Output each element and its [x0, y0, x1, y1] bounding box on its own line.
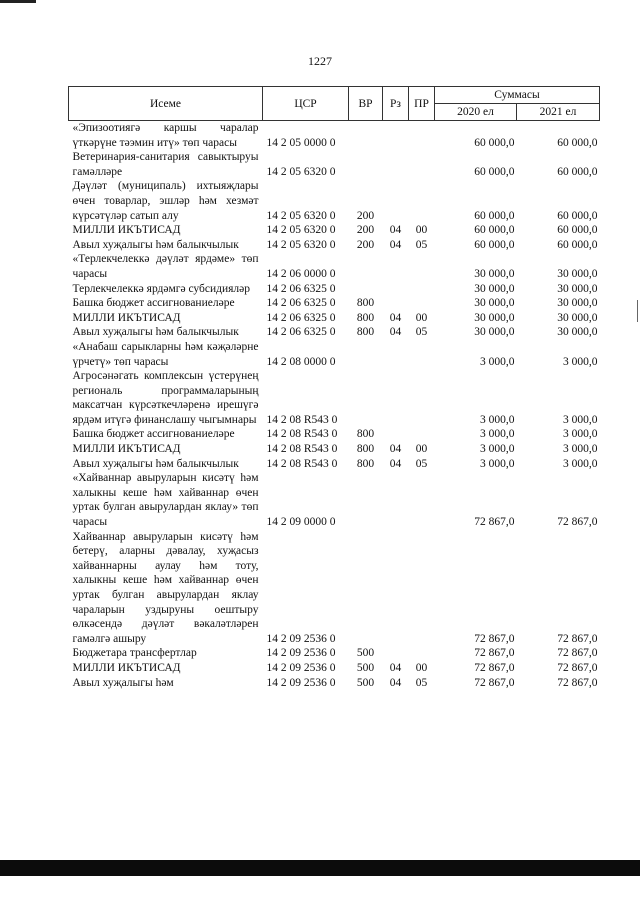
row-sum-2021: 3 000,0	[563, 443, 598, 456]
table-row	[69, 179, 600, 223]
table-row	[69, 369, 600, 427]
row-name: Ветеринария-санитария савыктыруы гамәлләре	[72, 151, 259, 178]
row-rz: 04	[389, 238, 402, 251]
row-pr	[409, 340, 435, 369]
row-vr: 800	[356, 326, 375, 339]
row-pr	[409, 282, 435, 297]
row-vr: 500	[356, 676, 375, 689]
scan-corner-mark	[0, 0, 36, 3]
row-sum-2020: 60 000,0	[474, 165, 515, 178]
row-sum-2020: 30 000,0	[474, 267, 515, 280]
row-rz	[383, 369, 409, 427]
row-sum-2021: 60 000,0	[557, 224, 598, 237]
table-row	[69, 530, 600, 647]
row-sum-2020: 60 000,0	[474, 238, 515, 251]
row-csr: 14 2 08 R543 0	[266, 413, 338, 426]
table-row	[69, 238, 600, 253]
row-csr: 14 2 06 6325 0	[266, 311, 336, 324]
row-csr: 14 2 09 2536 0	[266, 676, 336, 689]
row-vr	[349, 282, 383, 297]
row-sum-2020: 3 000,0	[480, 413, 515, 426]
row-name: МИЛЛИ ИКЪТИСАД	[72, 311, 181, 324]
row-rz	[383, 340, 409, 369]
row-csr: 14 2 05 6320 0	[266, 238, 336, 251]
row-pr	[409, 121, 435, 151]
page-number: 1227	[308, 54, 332, 68]
row-vr: 800	[356, 428, 375, 441]
table-row	[69, 427, 600, 442]
row-sum-2021: 72 867,0	[557, 661, 598, 674]
row-sum-2020: 72 867,0	[474, 647, 515, 660]
header-rz: Рз	[383, 87, 409, 121]
row-sum-2020: 60 000,0	[474, 209, 515, 222]
row-pr: 00	[415, 661, 428, 674]
table-row	[69, 296, 600, 311]
row-vr	[349, 121, 383, 151]
row-vr: 500	[356, 661, 375, 674]
table-row	[69, 442, 600, 457]
row-csr: 14 2 05 6320 0	[266, 165, 336, 178]
row-rz: 04	[389, 457, 402, 470]
header-year-2021: 2021 ел	[517, 104, 600, 121]
table-row	[69, 646, 600, 661]
row-sum-2020: 30 000,0	[474, 326, 515, 339]
row-name: Хайваннар авыруларын кисәтү һәм бетерү, аларны дәвалау, хуҗасыз хайваннарны аулау һәм тоту, халыкны кеше һәм хайваннар өчен уртак булган авырулардан яклау чараларын уздыруны оештыру өлкәсендә дәүләт вәкаләтләрен гамәлгә ашыру	[72, 530, 259, 645]
table-row	[69, 661, 600, 676]
row-vr: 500	[356, 647, 375, 660]
header-sums: Суммасы	[435, 87, 600, 104]
row-sum-2021: 30 000,0	[557, 326, 598, 339]
row-vr: 800	[356, 311, 375, 324]
row-vr	[349, 150, 383, 179]
row-sum-2020: 30 000,0	[474, 311, 515, 324]
row-sum-2020: 3 000,0	[480, 443, 515, 456]
row-rz: 04	[389, 661, 402, 674]
row-vr: 800	[356, 443, 375, 456]
row-sum-2021: 3 000,0	[563, 457, 598, 470]
row-sum-2021: 30 000,0	[557, 297, 598, 310]
row-sum-2020: 60 000,0	[474, 224, 515, 237]
row-pr	[409, 369, 435, 427]
row-name: Агросәнәгать комплексын үстерүнең региональ программаларының максатчан күрсәткечләренә ирешүгә ярдәм итүгә финанслашу чыгымнары	[72, 370, 259, 426]
row-csr: 14 2 08 R543 0	[266, 428, 338, 441]
row-vr	[349, 252, 383, 281]
row-sum-2021: 72 867,0	[557, 647, 598, 660]
row-pr	[409, 150, 435, 179]
row-sum-2020: 72 867,0	[474, 661, 515, 674]
table-row	[69, 471, 600, 529]
row-name: Башка бюджет ассигнованиеләре	[72, 297, 235, 310]
row-sum-2021: 3 000,0	[563, 428, 598, 441]
row-rz	[383, 427, 409, 442]
table-row	[69, 150, 600, 179]
row-pr: 05	[415, 326, 428, 339]
table-row	[69, 223, 600, 238]
row-pr: 00	[415, 443, 428, 456]
scan-bottom-bar	[0, 860, 640, 876]
row-pr	[409, 296, 435, 311]
row-pr	[409, 427, 435, 442]
row-vr: 200	[356, 238, 375, 251]
row-sum-2020: 3 000,0	[480, 355, 515, 368]
row-name: Авыл хуҗалыгы һәм балыкчылык	[72, 457, 239, 470]
row-sum-2021: 60 000,0	[557, 165, 598, 178]
row-name: Башка бюджет ассигнованиеләре	[72, 428, 235, 441]
table-row	[69, 457, 600, 472]
row-vr	[349, 530, 383, 647]
table-row	[69, 252, 600, 281]
row-csr: 14 2 08 R543 0	[266, 443, 338, 456]
row-rz: 04	[389, 311, 402, 324]
row-pr: 05	[415, 238, 428, 251]
row-pr	[409, 530, 435, 647]
row-sum-2020: 3 000,0	[480, 457, 515, 470]
row-sum-2021: 30 000,0	[557, 267, 598, 280]
table-body	[69, 121, 600, 691]
row-csr: 14 2 06 6325 0	[266, 326, 336, 339]
row-rz	[383, 296, 409, 311]
row-csr: 14 2 09 2536 0	[266, 661, 336, 674]
row-sum-2021: 72 867,0	[557, 632, 598, 645]
row-csr: 14 2 05 6320 0	[266, 209, 336, 222]
header-csr: ЦСР	[263, 87, 349, 121]
row-sum-2020: 60 000,0	[474, 136, 515, 149]
row-csr: 14 2 08 R543 0	[266, 457, 338, 470]
row-rz	[383, 646, 409, 661]
row-sum-2020: 30 000,0	[474, 282, 515, 295]
row-pr: 05	[415, 457, 428, 470]
row-sum-2021: 3 000,0	[563, 413, 598, 426]
row-rz	[383, 179, 409, 223]
row-name: Дәүләт (муниципаль) ихтыяҗлары өчен товарлар, эшләр һәм хезмәт күрсәтүләр сатып алу	[72, 180, 259, 222]
row-pr	[409, 471, 435, 529]
row-sum-2021: 72 867,0	[557, 516, 598, 529]
row-pr: 05	[415, 676, 428, 689]
row-sum-2020: 72 867,0	[474, 516, 515, 529]
row-rz: 04	[389, 326, 402, 339]
scan-edge-mark	[637, 300, 638, 322]
row-csr: 14 2 08 0000 0	[266, 355, 336, 368]
row-sum-2020: 3 000,0	[480, 428, 515, 441]
row-sum-2021: 72 867,0	[557, 676, 598, 689]
row-csr: 14 2 09 2536 0	[266, 647, 336, 660]
row-name: МИЛЛИ ИКЪТИСАД	[72, 224, 181, 237]
row-name: «Эпизоотиягә каршы чаралар үткәрүне тәэмин итү» төп чарасы	[72, 122, 259, 149]
row-sum-2021: 30 000,0	[557, 282, 598, 295]
row-csr: 14 2 05 6320 0	[266, 224, 336, 237]
row-sum-2021: 60 000,0	[557, 209, 598, 222]
table-row	[69, 311, 600, 326]
row-name: Авыл хуҗалыгы һәм	[72, 676, 174, 689]
row-vr: 200	[356, 209, 375, 222]
row-name: Бюджетара трансфертлар	[72, 647, 197, 660]
row-sum-2021: 30 000,0	[557, 311, 598, 324]
row-pr	[409, 646, 435, 661]
row-csr: 14 2 06 6325 0	[266, 297, 336, 310]
row-csr: 14 2 06 0000 0	[266, 267, 336, 280]
table-row	[69, 340, 600, 369]
row-name: «Хайваннар авыруларын кисәтү һәм халыкны кеше һәм хайваннар өчен уртак булган авырулардан яклау» төп чарасы	[72, 472, 259, 529]
table-row	[69, 282, 600, 297]
row-vr: 200	[356, 224, 375, 237]
row-csr: 14 2 06 6325 0	[266, 282, 336, 295]
row-name: МИЛЛИ ИКЪТИСАД	[72, 443, 181, 456]
row-name: «Анабаш сарыкларны һәм кәҗәләрне үрчетү» төп чарасы	[72, 340, 259, 368]
table-row	[69, 325, 600, 340]
row-name: Терлекчелеккә ярдәмгә субсидияләр	[72, 282, 251, 295]
row-rz	[383, 282, 409, 297]
header-pr: ПР	[409, 87, 435, 121]
table-row	[69, 121, 600, 151]
row-sum-2020: 72 867,0	[474, 632, 515, 645]
row-name: «Терлекчелеккә дәүләт ярдәме» төп чарасы	[72, 253, 259, 280]
row-sum-2020: 30 000,0	[474, 297, 515, 310]
row-pr: 00	[415, 224, 428, 237]
row-pr	[409, 179, 435, 223]
header-vr: ВР	[349, 87, 383, 121]
budget-table	[68, 86, 600, 690]
table-row	[69, 676, 600, 691]
row-sum-2021: 3 000,0	[563, 355, 598, 368]
header-name: Исеме	[69, 87, 263, 121]
row-name: Авыл хуҗалыгы һәм балыкчылык	[72, 238, 239, 251]
row-pr	[409, 252, 435, 281]
row-vr	[349, 340, 383, 369]
row-sum-2021: 60 000,0	[557, 238, 598, 251]
row-csr: 14 2 05 0000 0	[266, 136, 336, 149]
row-name: Авыл хуҗалыгы һәм балыкчылык	[72, 326, 239, 339]
row-rz	[383, 252, 409, 281]
row-rz	[383, 471, 409, 529]
row-rz: 04	[389, 224, 402, 237]
row-rz	[383, 121, 409, 151]
row-rz: 04	[389, 443, 402, 456]
row-rz	[383, 150, 409, 179]
row-pr: 00	[415, 311, 428, 324]
row-sum-2020: 72 867,0	[474, 676, 515, 689]
row-csr: 14 2 09 0000 0	[266, 516, 336, 529]
row-name: МИЛЛИ ИКЪТИСАД	[72, 661, 181, 674]
row-rz	[383, 530, 409, 647]
row-vr	[349, 369, 383, 427]
row-vr	[349, 471, 383, 529]
row-vr: 800	[356, 297, 375, 310]
row-csr: 14 2 09 2536 0	[266, 632, 336, 645]
row-rz: 04	[389, 676, 402, 689]
row-sum-2021: 60 000,0	[557, 136, 598, 149]
row-vr: 800	[356, 457, 375, 470]
header-year-2020: 2020 ел	[435, 104, 517, 121]
